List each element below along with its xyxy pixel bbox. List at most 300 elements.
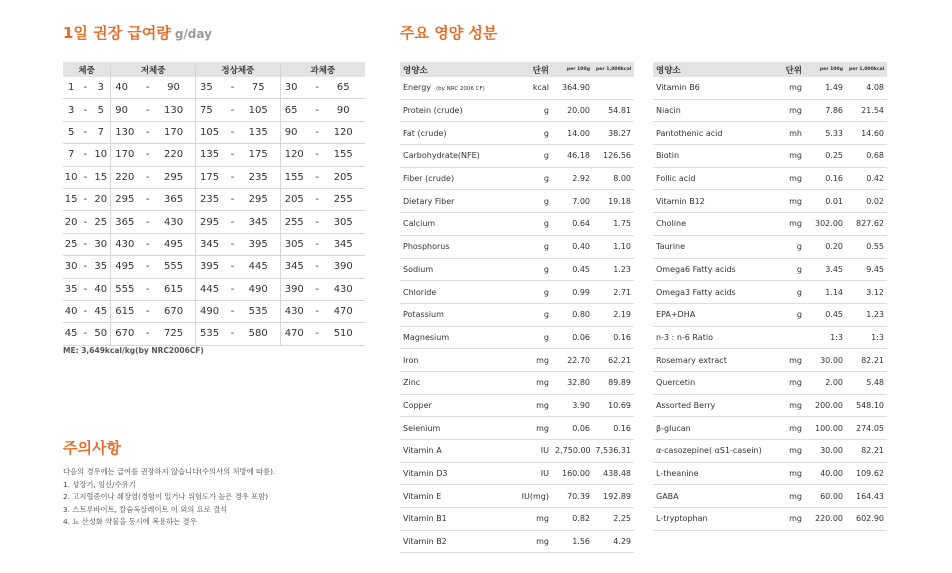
table-row [400,485,634,508]
range-dash: - [313,256,322,278]
table-row [400,258,634,281]
nutrient-name [653,190,775,213]
header-unit: 단위 [775,62,808,77]
nutrient-unit: mh [775,122,808,145]
feed-min: 155 [280,166,313,188]
nutrient-unit: g [512,213,555,236]
table-row [653,77,887,99]
nutrient-per100g: 364.90 [555,77,593,99]
nutrient-per100g: 1.56 [555,530,593,553]
table-row [653,485,887,508]
caution-list [63,466,275,529]
nutrient-unit: kcal [512,77,555,99]
feed-max: 510 [321,323,365,345]
nutrient-unit: g [775,303,808,326]
range-dash: - [79,99,91,121]
table-row [400,190,634,213]
feed-max: 470 [321,300,365,322]
range-dash: - [143,144,152,166]
feed-max: 205 [321,166,365,188]
header-underweight: 저체중 [111,62,196,77]
weight-max: 5 [91,99,111,121]
weight-min: 45 [63,323,79,345]
weight-max: 15 [91,166,111,188]
range-dash: - [313,300,322,322]
nutrient-name-text: Vitamin D3 [403,469,448,479]
feed-max: 130 [152,99,195,121]
range-dash: - [228,300,237,322]
header-per100g: per 100g [808,62,846,77]
range-dash: - [143,278,152,300]
nutrient-per1000kcal: 9.45 [846,258,887,281]
nutrient-unit: mg [512,508,555,531]
table-row [653,190,887,213]
nutrient-unit: g [512,167,555,190]
table-row [400,235,634,258]
feed-min: 430 [111,233,144,255]
nutrient-name-text: α-casozepine( αS1-casein) [656,446,762,456]
range-dash: - [79,188,91,210]
range-dash: - [143,121,152,143]
range-dash: - [228,77,237,99]
feed-min: 40 [111,77,144,99]
nutrient-per1000kcal: 548.10 [846,394,887,417]
feed-min: 120 [280,144,313,166]
nutrient-name-text: EPA+DHA [656,310,696,320]
nutrient-name-text: Copper [403,400,432,410]
nutrient-name-text: Dietary Fiber [403,196,455,206]
nutrient-per100g: 0.82 [555,508,593,531]
nutrient-per100g: 0.06 [555,417,593,440]
feed-min: 90 [280,121,313,143]
feeding-title-text: 1일 권장 급여량 [63,24,171,42]
range-dash: - [143,300,152,322]
nutrient-name [653,303,775,326]
nutrient-name-text: Biotin [656,151,680,161]
range-dash: - [143,323,152,345]
nutrient-per1000kcal: 1:3 [846,326,887,349]
nutrient-name-text: Vitamin A [403,446,442,456]
feed-min: 495 [111,256,144,278]
nutrient-unit: g [512,281,555,304]
header-per1000kcal: per 1,000kcal [593,62,634,77]
range-dash: - [79,144,91,166]
table-row [400,167,634,190]
nutrient-unit: mg [775,145,808,168]
feed-max: 555 [152,256,195,278]
caution-line: 2. 고지혈증이나 췌장염(경험이 있거나 위험도가 높은 경우 포함) [63,492,269,502]
nutrient-per1000kcal: 21.54 [846,99,887,122]
feed-min: 105 [195,121,228,143]
weight-min: 25 [63,233,79,255]
feed-min: 555 [111,278,144,300]
feed-max: 345 [321,233,365,255]
feed-min: 170 [111,144,144,166]
caution-line: 4. 뇨 산성화 약물을 동시에 복용하는 경우 [63,517,197,527]
table-row [400,462,634,485]
nutrient-name [400,258,512,281]
nutrient-name [653,167,775,190]
table-row [63,99,365,121]
feed-min: 470 [280,323,313,345]
nutrient-name-text: Selenium [403,423,441,433]
nutrient-name [400,508,512,531]
nutrient-per100g: 2.92 [555,167,593,190]
nutrient-unit: mg [512,349,555,372]
nutrient-name [653,394,775,417]
table-row [63,233,365,255]
header-weight: 체중 [63,62,111,77]
nutrient-per100g: 200.00 [808,394,846,417]
nutrient-per100g: 40.00 [808,462,846,485]
nutrient-per1000kcal: 54.81 [593,99,634,122]
nutrient-per100g: 30.00 [808,440,846,463]
feed-max: 430 [321,278,365,300]
table-row [653,99,887,122]
weight-min: 40 [63,300,79,322]
nutrient-unit: g [512,145,555,168]
nutrient-unit: mg [775,462,808,485]
table-row [63,323,365,345]
nutrient-per1000kcal: 438.48 [593,462,634,485]
weight-min: 35 [63,278,79,300]
table-row [653,508,887,531]
nutrient-name-text: Energy [403,83,432,93]
nutrient-per100g: 160.00 [555,462,593,485]
nutrient-unit: mg [775,508,808,531]
nutrient-name [400,394,512,417]
feed-min: 345 [280,256,313,278]
feed-max: 120 [321,121,365,143]
table-row [400,281,634,304]
table-row [400,326,634,349]
nutrient-name [653,145,775,168]
table-row [653,349,887,372]
feed-max: 155 [321,144,365,166]
weight-max: 35 [91,256,111,278]
range-dash: - [79,300,91,322]
nutrient-name [653,417,775,440]
weight-max: 50 [91,323,111,345]
nutrient-name-text: Phosphorus [403,242,450,252]
range-dash: - [79,211,91,233]
table-row [63,278,365,300]
nutrient-name-text: Vitamin B2 [403,537,447,547]
weight-max: 30 [91,233,111,255]
feed-min: 30 [280,77,313,99]
range-dash: - [79,121,91,143]
nutrient-name-text: Quercetin [656,378,696,388]
header-nutrient: 영양소 [653,62,775,77]
nutrient-unit: g [512,258,555,281]
nutrient-unit: IU [512,462,555,485]
feed-min: 345 [195,233,228,255]
nutrient-per100g: 0.25 [808,145,846,168]
feed-max: 75 [237,77,280,99]
nutrient-per100g: 7.00 [555,190,593,213]
nutrient-name-text: Magnesium [403,332,450,342]
nutrient-unit: IU(mg) [512,485,555,508]
feed-max: 390 [321,256,365,278]
range-dash: - [79,278,91,300]
nutrient-name-text: Potassium [403,310,444,320]
weight-min: 5 [63,121,79,143]
range-dash: - [313,121,322,143]
nutrient-unit: mg [775,394,808,417]
feed-min: 535 [195,323,228,345]
feed-min: 305 [280,233,313,255]
table-row [653,394,887,417]
nutrient-name [400,371,512,394]
feed-min: 65 [280,99,313,121]
range-dash: - [79,256,91,278]
range-dash: - [143,211,152,233]
nutrient-per100g: 3.90 [555,394,593,417]
nutrient-name-text: Niacin [656,106,681,116]
nutrient-per100g: 0.80 [555,303,593,326]
nutrient-name [400,99,512,122]
nutrient-per1000kcal: 0.68 [846,145,887,168]
nutrient-per100g: 0.64 [555,213,593,236]
table-row [63,211,365,233]
feeding-table [63,62,365,346]
nutrient-unit: mg [512,530,555,553]
nutrient-unit: mg [775,485,808,508]
caution-line: 3. 스트루바이트, 칼슘옥살레이트 이 외의 요로 결석 [63,504,228,514]
feed-max: 175 [237,144,280,166]
nutrient-name-text: L-tryptophan [656,514,708,524]
nutrient-table-left [400,62,634,553]
feed-min: 35 [195,77,228,99]
nutrient-name-text: Iron [403,355,419,365]
nutrient-name-text: Choline [656,219,686,229]
feed-min: 205 [280,188,313,210]
nutrient-per100g: 0.45 [808,303,846,326]
nutrient-per1000kcal: 1.75 [593,213,634,236]
header-per100g: per 100g [555,62,593,77]
feed-max: 725 [152,323,195,345]
feed-min: 295 [111,188,144,210]
range-dash: - [79,166,91,188]
feed-max: 135 [237,121,280,143]
nutrient-unit: IU [512,440,555,463]
nutrient-name [653,122,775,145]
nutrient-name [653,99,775,122]
nutrient-unit: g [512,99,555,122]
table-row [400,122,634,145]
weight-min: 10 [63,166,79,188]
nutrient-per100g: 20.00 [555,99,593,122]
nutrient-name [653,258,775,281]
nutrient-per1000kcal: 4.08 [846,77,887,99]
nutrient-per1000kcal: 126.56 [593,145,634,168]
range-dash: - [228,166,237,188]
range-dash: - [228,188,237,210]
nutrient-per100g: 0.45 [555,258,593,281]
weight-max: 7 [91,121,111,143]
range-dash: - [228,211,237,233]
feeding-unit: g/day [174,27,212,41]
nutrient-name-text: GABA [656,491,679,501]
nutrient-name-text: Chloride [403,287,437,297]
table-row [653,462,887,485]
table-row [400,349,634,372]
feed-min: 615 [111,300,144,322]
nutrient-unit: mg [512,417,555,440]
nutrient-per100g: 1.49 [808,77,846,99]
range-dash: - [143,188,152,210]
nutrient-per1000kcal: 0.42 [846,167,887,190]
caution-title: 주의사항 [63,439,121,457]
table-row [400,440,634,463]
nutrient-name [400,77,512,99]
weight-min: 7 [63,144,79,166]
range-dash: - [143,233,152,255]
range-dash: - [313,77,322,99]
nutrient-per1000kcal: 274.05 [846,417,887,440]
weight-max: 40 [91,278,111,300]
nutrient-name [400,485,512,508]
feed-min: 135 [195,144,228,166]
nutrient-per1000kcal: 5.48 [846,371,887,394]
nutrient-name [400,530,512,553]
feed-min: 255 [280,211,313,233]
nutrient-per1000kcal: 164.43 [846,485,887,508]
header-per1000kcal: per 1,000kcal [846,62,887,77]
range-dash: - [313,144,322,166]
nutrient-unit: mg [775,440,808,463]
table-row [400,213,634,236]
nutrient-unit: mg [775,417,808,440]
feed-max: 255 [321,188,365,210]
nutrient-name [400,462,512,485]
table-row [653,122,887,145]
feed-max: 445 [237,256,280,278]
feed-max: 235 [237,166,280,188]
feed-max: 395 [237,233,280,255]
nutrient-per100g: 14.00 [555,122,593,145]
table-row [400,99,634,122]
feed-max: 580 [237,323,280,345]
nutrient-unit: mg [775,77,808,99]
feed-min: 235 [195,188,228,210]
weight-max: 45 [91,300,111,322]
nutrient-per100g: 7.86 [808,99,846,122]
header-normal-weight: 정상체중 [195,62,280,77]
nutrient-name [400,326,512,349]
feed-min: 670 [111,323,144,345]
nutrient-per1000kcal: 82.21 [846,440,887,463]
table-row [63,121,365,143]
nutrient-name-text: Pantothenic acid [656,128,723,138]
nutrient-unit: mg [775,213,808,236]
feed-max: 615 [152,278,195,300]
table-row [653,326,887,349]
weight-min: 15 [63,188,79,210]
feed-min: 295 [195,211,228,233]
range-dash: - [79,233,91,255]
nutrient-per100g: 5.33 [808,122,846,145]
feed-min: 175 [195,166,228,188]
table-row [400,530,634,553]
table-row [653,303,887,326]
nutrient-table-right [653,62,887,531]
range-dash: - [143,99,152,121]
nutrient-name-text: β-glucan [656,423,691,433]
feed-max: 305 [321,211,365,233]
nutrient-per100g: 0.40 [555,235,593,258]
nutrient-name [653,508,775,531]
table-row [63,166,365,188]
range-dash: - [313,233,322,255]
nutrient-name [400,213,512,236]
nutrient-unit: mg [775,349,808,372]
nutrient-name-text: Vitamin B1 [403,514,447,524]
nutrient-per1000kcal: 0.16 [593,326,634,349]
weight-min: 30 [63,256,79,278]
nutrient-name-text: n-3 : n-6 Ratio [656,332,713,342]
feeding-title [63,22,212,43]
nutrient-per100g: 22.70 [555,349,593,372]
table-row [63,300,365,322]
nutrient-per100g: 1.14 [808,281,846,304]
nutrient-per1000kcal: 19.18 [593,190,634,213]
header-overweight: 과체중 [280,62,365,77]
nutrient-per1000kcal: 0.02 [846,190,887,213]
feed-max: 220 [152,144,195,166]
table-row [653,281,887,304]
table-row [653,235,887,258]
range-dash: - [313,323,322,345]
nutrient-name [400,122,512,145]
feed-max: 105 [237,99,280,121]
range-dash: - [228,256,237,278]
nutrient-name [653,281,775,304]
table-row [400,303,634,326]
nutrient-unit: mg [775,99,808,122]
nutrient-per100g: 0.01 [808,190,846,213]
feed-min: 220 [111,166,144,188]
nutrient-name [400,440,512,463]
nutrient-per100g: 32.80 [555,371,593,394]
table-row [63,77,365,99]
table-row [63,144,365,166]
range-dash: - [79,323,91,345]
table-row [400,145,634,168]
nutrient-name-text: L-theanine [656,469,699,479]
nutrient-per1000kcal: 62.21 [593,349,634,372]
nutrient-unit: mg [512,371,555,394]
range-dash: - [228,233,237,255]
nutrient-unit: g [512,326,555,349]
nutrient-per1000kcal: 109.62 [846,462,887,485]
weight-max: 20 [91,188,111,210]
nutrient-per100g: 70.39 [555,485,593,508]
nutrient-unit: mg [775,190,808,213]
nutrient-name [400,190,512,213]
range-dash: - [228,99,237,121]
range-dash: - [313,188,322,210]
nutrient-per1000kcal: 89.89 [593,371,634,394]
feed-max: 430 [152,211,195,233]
range-dash: - [228,121,237,143]
nutrient-unit [775,326,808,349]
nutrient-unit: g [775,258,808,281]
feed-max: 535 [237,300,280,322]
nutrient-name [653,235,775,258]
nutrient-per100g: 3.45 [808,258,846,281]
table-row [653,213,887,236]
